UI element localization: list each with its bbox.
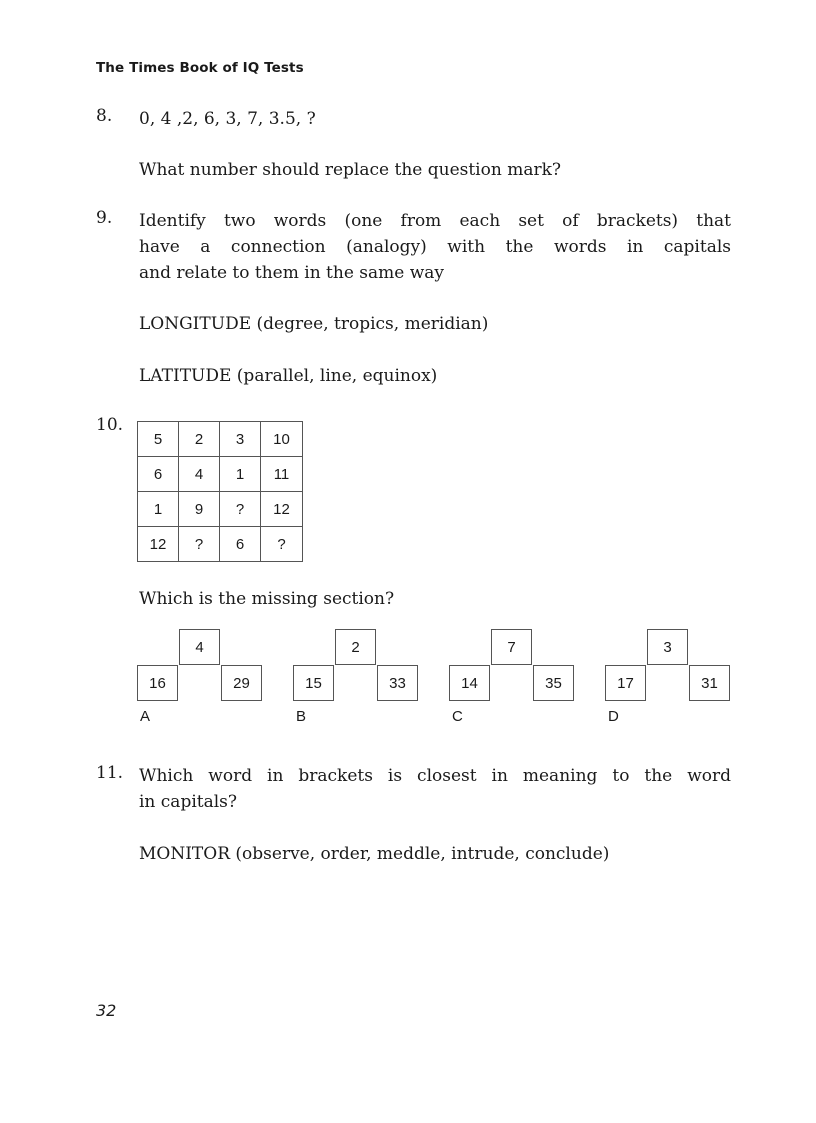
option-left-cell: 15: [293, 665, 334, 701]
option-right-cell: 33: [377, 665, 418, 701]
grid-cell: 9: [179, 492, 220, 527]
grid-cell: 5: [138, 422, 179, 457]
word-set-1: LONGITUDE (degree, tropics, meridian): [139, 314, 489, 334]
option-label: B: [296, 708, 307, 725]
grid-cell: 12: [138, 527, 179, 562]
question-number: 10.: [96, 415, 124, 435]
option-left-cell: 17: [605, 665, 646, 701]
question-number: 9.: [96, 208, 113, 228]
grid-row: [138, 457, 303, 492]
grid-cell: 4: [179, 457, 220, 492]
prompt-line: in capitals?: [139, 792, 238, 812]
option-right-cell: 35: [533, 665, 574, 701]
prompt-line: Identify two words (one from each set of brackets) that: [139, 211, 731, 231]
option-right-cell: 31: [689, 665, 730, 701]
option-top-cell: 2: [335, 629, 376, 665]
grid-cell: 1: [220, 457, 261, 492]
grid-row: [138, 422, 303, 457]
page-number: 32: [96, 1001, 117, 1020]
option-left-cell: 16: [137, 665, 178, 701]
question-number: 11.: [96, 763, 124, 783]
grid-row: [138, 527, 303, 562]
option-d: [605, 629, 730, 729]
option-right-cell: 29: [221, 665, 262, 701]
question-number: 8.: [96, 106, 113, 126]
grid-cell: ?: [220, 492, 261, 527]
grid-cell: 12: [261, 492, 303, 527]
question-prompt: Which is the missing section?: [139, 589, 395, 609]
word-set-2: LATITUDE (parallel, line, equinox): [139, 366, 438, 386]
grid-cell: ?: [179, 527, 220, 562]
option-b: [293, 629, 418, 729]
option-top-cell: 7: [491, 629, 532, 665]
word-set: MONITOR (observe, order, meddle, intrude, conclude): [139, 844, 610, 864]
prompt-line: and relate to them in the same way: [139, 263, 445, 283]
option-top-cell: 3: [647, 629, 688, 665]
prompt-line: have a connection (analogy) with the words in capitals: [139, 237, 731, 257]
option-top-cell: 4: [179, 629, 220, 665]
grid-cell: 2: [179, 422, 220, 457]
option-label: A: [140, 708, 151, 725]
number-sequence: 0, 4 ,2, 6, 3, 7, 3.5, ?: [139, 109, 316, 129]
option-label: D: [608, 708, 619, 725]
grid-cell: 11: [261, 457, 303, 492]
prompt-line: Which word in brackets is closest in meaning to the word: [139, 766, 731, 786]
grid-cell: 6: [220, 527, 261, 562]
grid-cell: ?: [261, 527, 303, 562]
option-c: [449, 629, 574, 729]
number-grid: [137, 421, 303, 562]
option-a: [137, 629, 262, 729]
running-head: The Times Book of IQ Tests: [96, 60, 304, 76]
question-prompt: [139, 763, 731, 815]
grid-cell: 10: [261, 422, 303, 457]
grid-cell: 6: [138, 457, 179, 492]
option-left-cell: 14: [449, 665, 490, 701]
question-prompt: What number should replace the question mark?: [139, 160, 562, 180]
grid-cell: 3: [220, 422, 261, 457]
grid-row: [138, 492, 303, 527]
option-label: C: [452, 708, 463, 725]
grid-cell: 1: [138, 492, 179, 527]
question-prompt: [139, 208, 731, 286]
